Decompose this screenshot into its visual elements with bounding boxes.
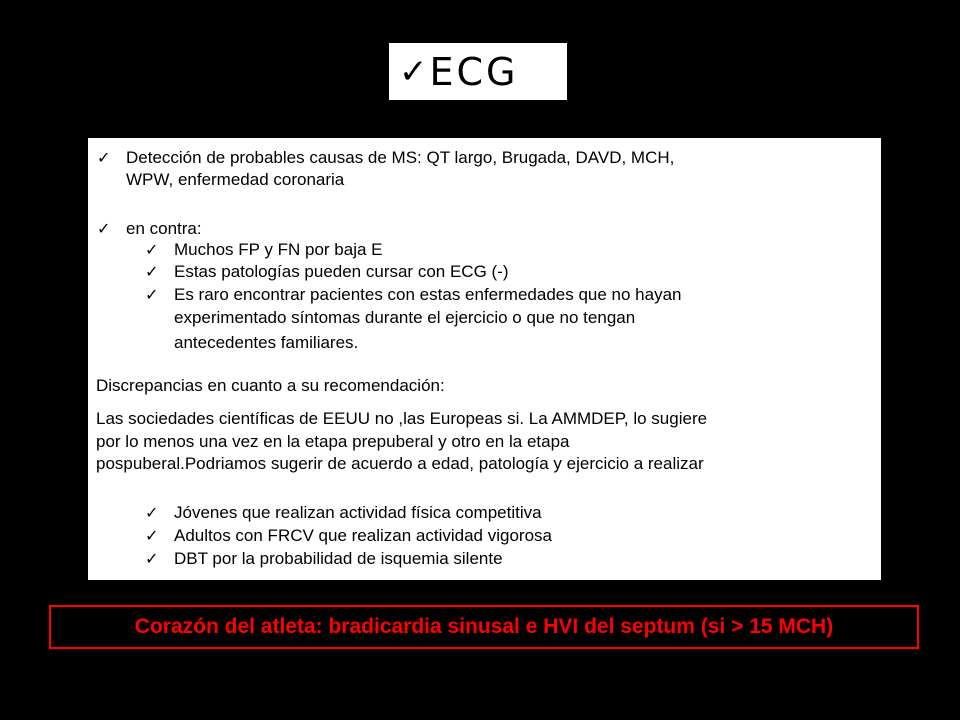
footer-text: Corazón del atleta: bradicardia sinusal e HVI del septum (si > 15 MCH) <box>134 615 834 638</box>
recomendado-1: Jóvenes que realizan actividad física competitiva <box>174 503 542 522</box>
checkmark-icon: ✓ <box>145 262 159 281</box>
recomendado-2: Adultos con FRCV que realizan actividad vigorosa <box>174 526 552 545</box>
checkmark-icon: ✓ <box>399 51 428 92</box>
checkmark-icon: ✓ <box>145 240 159 259</box>
slide-title-text: ECG <box>429 49 519 94</box>
deteccion-line-2: WPW, enfermedad coronaria <box>126 170 345 189</box>
contra-sub-3-line-2: experimentado síntomas durante el ejercicio o que no tengan <box>174 308 636 327</box>
contra-sub-1: Muchos FP y FN por baja E <box>174 240 383 259</box>
checkmark-icon: ✓ <box>97 148 111 167</box>
recomendado-3: DBT por la probabilidad de isquemia silente <box>174 549 503 568</box>
footer-callout <box>49 605 919 649</box>
content-panel <box>88 138 881 580</box>
contra-sub-2: Estas patologías pueden cursar con ECG (-) <box>174 262 509 281</box>
checkmark-icon: ✓ <box>145 503 159 522</box>
en-contra-label: en contra: <box>126 219 202 238</box>
discrepancias-heading: Discrepancias en cuanto a su recomendación: <box>96 376 445 395</box>
sociedades-line-1: Las sociedades científicas de EEUU no ,las Europeas si. La AMMDEP, lo sugiere <box>96 409 708 428</box>
sociedades-line-3: pospuberal.Podriamos sugerir de acuerdo a edad, patología y ejercicio a realizar <box>96 454 704 473</box>
checkmark-icon: ✓ <box>145 549 159 568</box>
checkmark-icon: ✓ <box>97 219 111 238</box>
slide-title <box>389 43 567 100</box>
deteccion-line-1: Detección de probables causas de MS: QT largo, Brugada, DAVD, MCH, <box>126 148 675 167</box>
contra-sub-3-line-1: Es raro encontrar pacientes con estas enfermedades que no hayan <box>174 285 682 304</box>
checkmark-icon: ✓ <box>145 285 159 304</box>
checkmark-icon: ✓ <box>145 526 159 545</box>
sociedades-line-2: por lo menos una vez en la etapa prepuberal y otro en la etapa <box>96 432 570 451</box>
contra-sub-3-line-3: antecedentes familiares. <box>174 333 359 352</box>
